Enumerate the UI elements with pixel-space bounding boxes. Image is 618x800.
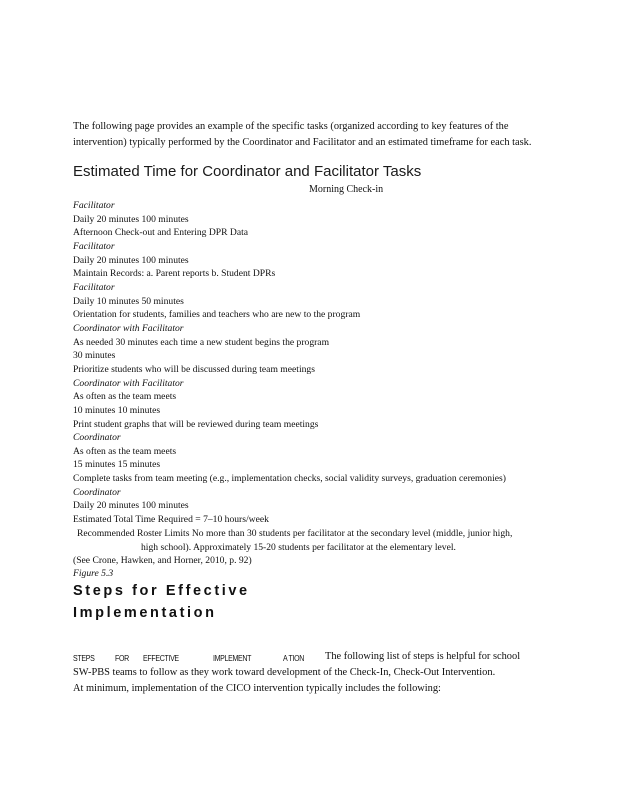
task-detail-line: Daily 20 minutes 100 minutes: [73, 213, 189, 225]
task-role-line: Facilitator: [73, 281, 115, 293]
intro-paragraph: The following page provides an example of the specific tasks (organized according to key features of the intervention) typically performed by the Coordinator and Facilitator and an estimated timeframe for each task.: [73, 121, 532, 148]
steps-first-line: [73, 649, 543, 665]
caps-word-for: FOR: [115, 653, 129, 663]
task-role-line: Coordinator: [73, 432, 121, 444]
recommended-roster-limits: [77, 527, 547, 554]
citation: (See Crone, Hawken, and Horner, 2010, p. 92): [73, 555, 252, 566]
recommended-line-1: Recommended Roster Limits No more than 30 students per facilitator at the secondary level (middle, junior high,: [77, 528, 513, 539]
task-role-line: Coordinator: [73, 486, 121, 498]
task-role-line: Facilitator: [73, 200, 115, 211]
task-detail-line: As often as the team meets: [73, 445, 177, 457]
steps-title-line-2: Implementation: [73, 605, 217, 621]
recommended-line-2: high school). Approximately 15-20 students per facilitator at the elementary level.: [141, 541, 456, 553]
steps-title-line-1: Steps for Effective: [73, 583, 250, 599]
task-detail-line: As often as the team meets: [73, 391, 177, 403]
task-detail-line: Daily 20 minutes 100 minutes: [73, 500, 189, 512]
task-role-line: Coordinator with Facilitator: [73, 322, 184, 334]
steps-line-2: SW-PBS teams to follow as they work toward development of the Check-In, Check-Out Intervention.: [73, 667, 496, 678]
task-detail-line: Complete tasks from team meeting (e.g., implementation checks, social validity surveys, graduation ceremonies): [73, 473, 506, 485]
estimated-time-heading: Estimated Time for Coordinator and Facilitator Tasks: [73, 163, 422, 180]
caps-word-ation: A TION: [283, 653, 305, 663]
task-detail-line: Daily 10 minutes 50 minutes: [73, 295, 184, 307]
steps-first-line-rest: The following list of steps is helpful for school: [325, 651, 521, 662]
task-role-line: Facilitator: [73, 240, 115, 252]
task-detail-line: Afternoon Check-out and Entering DPR Data: [73, 227, 249, 239]
task-detail-line: Print student graphs that will be reviewed during team meetings: [73, 418, 319, 430]
steps-paragraph: [73, 649, 543, 697]
task-detail-line: 10 minutes 10 minutes: [73, 404, 161, 416]
task-detail-line: Orientation for students, families and teachers who are new to the program: [73, 309, 361, 321]
task-role-line: Coordinator with Facilitator: [73, 377, 184, 389]
figure-label: Figure 5.3: [73, 568, 114, 579]
task-detail-line: Maintain Records: a. Parent reports b. Student DPRs: [73, 268, 276, 280]
task-detail-line: 30 minutes: [73, 350, 116, 362]
caps-word-effective: EFFECTIVE: [143, 653, 179, 663]
task-detail-line: As needed 30 minutes each time a new student begins the program: [73, 336, 330, 348]
steps-line-3: At minimum, implementation of the CICO intervention typically includes the following:: [73, 683, 441, 694]
caps-word-implement: IMPLEMENT: [213, 653, 252, 663]
task-list: [73, 199, 553, 527]
task-detail-line: 15 minutes 15 minutes: [73, 459, 161, 471]
task-detail-line: Daily 20 minutes 100 minutes: [73, 254, 189, 266]
caps-word-steps: STEPS: [73, 653, 95, 663]
task-detail-line: Estimated Total Time Required = 7–10 hours/week: [73, 514, 269, 526]
steps-section-title: [73, 580, 250, 624]
task-detail-line: Prioritize students who will be discussed during team meetings: [73, 363, 315, 375]
morning-check-in-subheading: Morning Check-in: [309, 184, 384, 195]
